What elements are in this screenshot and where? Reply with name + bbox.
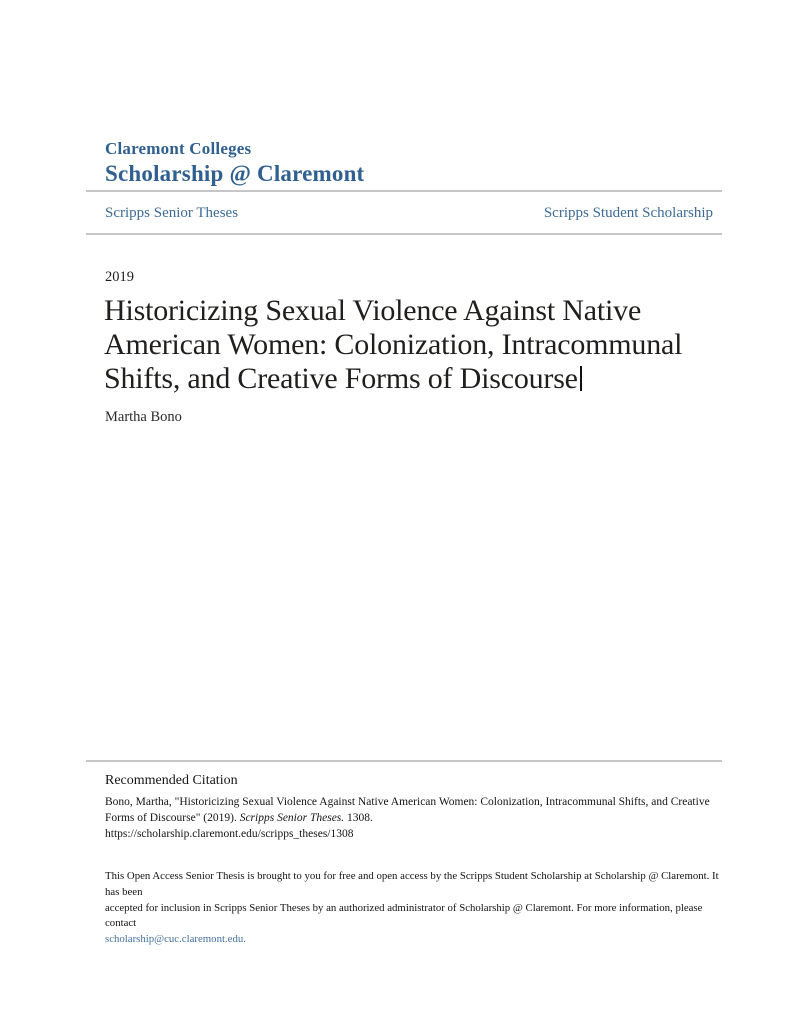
divider-citation xyxy=(86,760,722,762)
masthead xyxy=(105,139,364,187)
thesis-title-line-text: Shifts, and Creative Forms of Discourse xyxy=(104,362,578,395)
citation-line-1: Bono, Martha, "Historicizing Sexual Violence Against Native American Women: Colonization, Intracommunal Shifts, and Creative xyxy=(105,796,710,808)
citation-series-name: Scripps Senior Theses. xyxy=(239,812,345,824)
thesis-title xyxy=(104,294,682,396)
site-title: Scholarship @ Claremont xyxy=(105,161,365,186)
citation-heading: Recommended Citation xyxy=(105,773,238,788)
open-access-note xyxy=(105,869,725,948)
citation-url: https://scholarship.claremont.edu/scripps_theses/1308 xyxy=(105,828,354,840)
contact-email-link[interactable]: scholarship@cuc.claremont.edu. xyxy=(105,933,246,946)
author-name: Martha Bono xyxy=(105,409,182,425)
access-note-line-2: accepted for inclusion in Scripps Senior Theses by an authorized administrator of Scholarship @ Claremont. For more information, please contact xyxy=(105,901,703,930)
citation-line-2-text: Forms of Discourse" (2019). xyxy=(105,812,237,824)
thesis-title-line: American Women: Colonization, Intracommunal xyxy=(104,328,683,361)
text-cursor xyxy=(580,366,582,391)
thesis-title-line: Historicizing Sexual Violence Against Native xyxy=(104,294,642,327)
citation-text xyxy=(105,794,725,842)
divider-masthead xyxy=(86,190,722,192)
thesis-title-line xyxy=(104,362,682,396)
nav-link-student-scholarship[interactable]: Scripps Student Scholarship xyxy=(543,205,713,221)
publication-year: 2019 xyxy=(105,269,134,285)
nav-link-senior-theses[interactable]: Scripps Senior Theses xyxy=(105,205,239,221)
divider-nav xyxy=(86,233,722,235)
institution-name: Claremont Colleges xyxy=(105,139,252,158)
citation-number: 1308. xyxy=(347,812,373,824)
access-note-line-1: This Open Access Senior Thesis is brought to you for free and open access by the Scripps Student Scholarship at Scholarship @ Claremont. It has been xyxy=(105,870,719,898)
series-nav xyxy=(105,205,713,222)
